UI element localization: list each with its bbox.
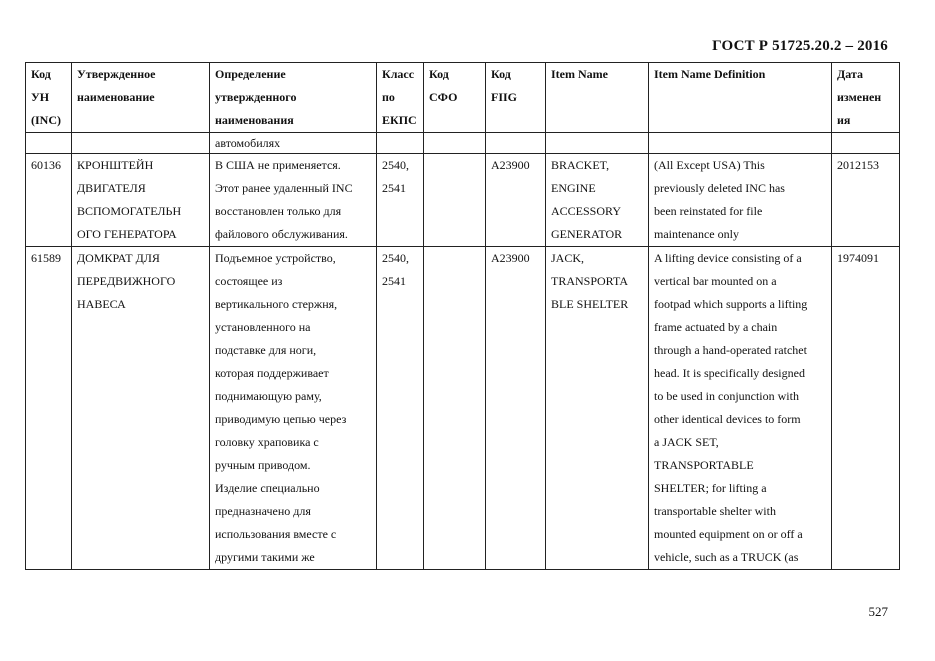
table-cell (26, 133, 72, 154)
table-row (26, 154, 900, 247)
table-cell (72, 133, 210, 154)
header-inc: Код УН (INC) (26, 63, 72, 133)
cell-definition: Подъемное устройство, состоящее из вертикального стержня, установленного на подставке для ноги, которая поддерживает поднимающую раму, приводимую цепью через головку храповика с ручным приводом. Изделие специально предназначено для использования вместе с другими такими же (210, 247, 377, 570)
header-definition: Определение утвержденного наименования (210, 63, 377, 133)
cell-approved-name: КРОНШТЕЙН ДВИГАТЕЛЯ ВСПОМОГАТЕЛЬН ОГО ГЕНЕРАТОРА (72, 154, 210, 247)
cell-sfo (424, 247, 486, 570)
cell-date: 2012153 (832, 154, 900, 247)
cell-fiig: A23900 (486, 154, 546, 247)
cell-definition: В США не применяется. Этот ранее удаленный INC восстановлен только для файлового обслуживания. (210, 154, 377, 247)
page-number: 527 (868, 604, 888, 619)
cell-date: 1974091 (832, 247, 900, 570)
cell-item-definition: (All Except USA) This previously deleted INC has been reinstated for file maintenance only (649, 154, 832, 247)
items-table (25, 62, 900, 570)
table-row (26, 247, 900, 570)
cell-inc: 60136 (26, 154, 72, 247)
document-standard-header: ГОСТ Р 51725.20.2 – 2016 (712, 38, 888, 54)
header-sfo: Код СФО (424, 63, 486, 133)
table-cell (649, 133, 832, 154)
cell-sfo (424, 154, 486, 247)
table-cell (486, 133, 546, 154)
cell-inc: 61589 (26, 247, 72, 570)
cell-fiig: A23900 (486, 247, 546, 570)
table-cell (546, 133, 649, 154)
cell-item-name: JACK, TRANSPORTA BLE SHELTER (546, 247, 649, 570)
header-item-definition: Item Name Definition (649, 63, 832, 133)
table-cell: автомобилях (210, 133, 377, 154)
cell-item-name: BRACKET, ENGINE ACCESSORY GENERATOR (546, 154, 649, 247)
table-cell (424, 133, 486, 154)
header-item-name: Item Name (546, 63, 649, 133)
header-class: Класс по ЕКПС (377, 63, 424, 133)
cell-item-definition: A lifting device consisting of a vertical bar mounted on a footpad which supports a lifting frame actuated by a chain through a hand-operated ratchet head. It is specifically designed to be used in conjunction with other identical devices to form a JACK SET, TRANSPORTABLE SHELTER; for lifting a transportable shelter with mounted equipment on or off a vehicle, such as a TRUCK (as (649, 247, 832, 570)
cell-approved-name: ДОМКРАТ ДЛЯ ПЕРЕДВИЖНОГО НАВЕСА (72, 247, 210, 570)
table-header-row (26, 63, 900, 133)
continuation-row (26, 133, 900, 154)
cell-class: 2540, 2541 (377, 247, 424, 570)
cell-class: 2540, 2541 (377, 154, 424, 247)
table-cell (377, 133, 424, 154)
header-fiig: Код FIIG (486, 63, 546, 133)
table-cell (832, 133, 900, 154)
header-approved-name: Утвержденное наименование (72, 63, 210, 133)
header-date: Дата изменен ия (832, 63, 900, 133)
